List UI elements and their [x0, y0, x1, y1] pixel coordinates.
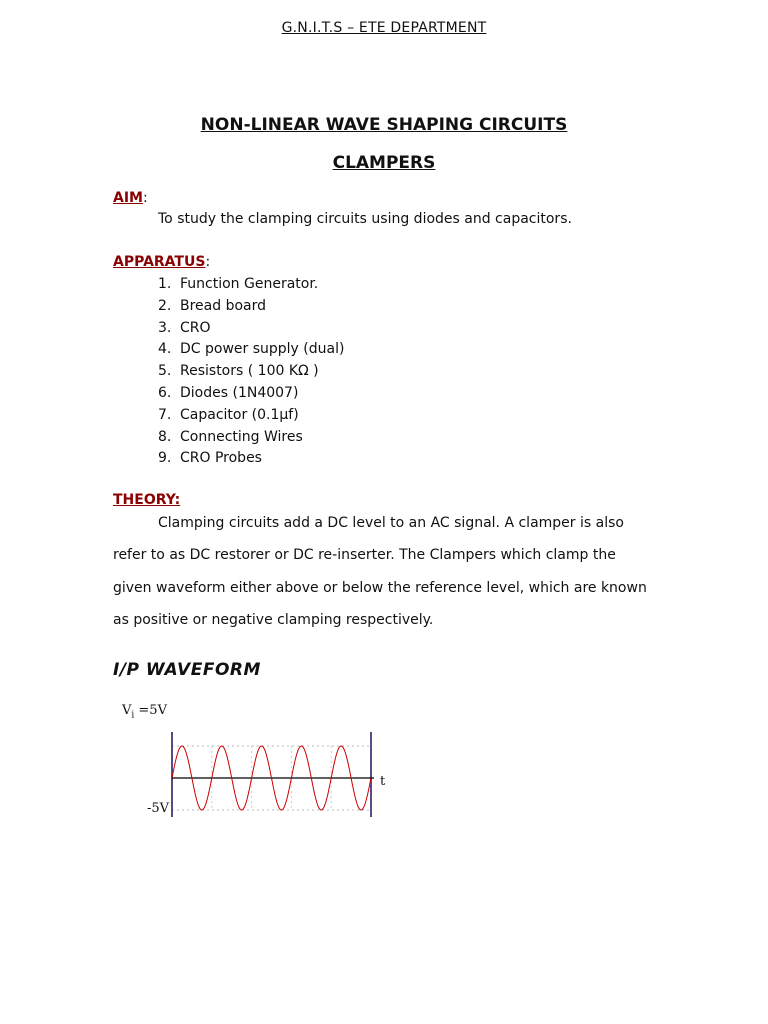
theory-line-2: refer to as DC restorer or DC re-inserter. The Clampers which clamp the: [113, 547, 616, 563]
vi-label-main: V: [122, 703, 132, 718]
apparatus-item-number: 5.: [158, 363, 172, 380]
apparatus-item-number: 3.: [158, 319, 172, 336]
document-subtitle: CLAMPERS: [332, 153, 436, 173]
theory-label-text: THEORY:: [113, 492, 181, 508]
vi-label-rest: =5V: [134, 703, 167, 718]
apparatus-item: [158, 363, 344, 385]
apparatus-item-text: Capacitor (0.1µf): [180, 406, 299, 423]
apparatus-item: [158, 341, 344, 363]
apparatus-item: [158, 407, 344, 429]
apparatus-item-number: 9.: [158, 450, 172, 467]
apparatus-item-number: 7.: [158, 406, 172, 423]
apparatus-item-text: Function Generator.: [180, 276, 319, 292]
theory-label: [113, 492, 180, 508]
theory-line-4: as positive or negative clamping respectively.: [113, 612, 434, 628]
apparatus-item-number: 6.: [158, 384, 172, 401]
apparatus-item-text: CRO: [180, 319, 211, 336]
apparatus-item-number: 1.: [158, 276, 172, 292]
aim-label-text: AIM: [113, 190, 143, 206]
input-waveform-graph: [168, 730, 378, 820]
vi-label-sub: i: [131, 710, 135, 721]
waveform-title: I/P WAVEFORM: [113, 660, 261, 680]
page-header: G.N.I.T.S – ETE DEPARTMENT: [281, 20, 487, 36]
apparatus-item-number: 4.: [158, 341, 172, 358]
apparatus-label-text: APPARATUS: [113, 254, 206, 270]
apparatus-item-text: DC power supply (dual): [180, 341, 345, 358]
apparatus-label: APPARATUS:: [113, 254, 211, 270]
apparatus-item-text: Bread board: [180, 297, 267, 314]
apparatus-item: [158, 298, 344, 320]
apparatus-item-text: Resistors ( 100 KΩ ): [180, 363, 319, 380]
apparatus-item-text: CRO Probes: [180, 450, 262, 467]
apparatus-item: [158, 450, 344, 472]
vi-label: [122, 703, 167, 721]
aim-text: To study the clamping circuits using diodes and capacitors.: [158, 211, 572, 227]
theory-line-3: given waveform either above or below the reference level, which are known: [113, 580, 647, 596]
apparatus-item-number: 8.: [158, 428, 172, 445]
apparatus-list: [158, 276, 344, 472]
apparatus-item: [158, 320, 344, 342]
document-title: NON-LINEAR WAVE SHAPING CIRCUITS: [200, 115, 568, 135]
apparatus-item-text: Diodes (1N4007): [180, 384, 299, 401]
aim-label: AIM:: [113, 190, 148, 206]
apparatus-item: [158, 276, 344, 298]
apparatus-item: [158, 429, 344, 451]
apparatus-item-number: 2.: [158, 297, 172, 314]
neg-5v-label: -5V: [147, 801, 170, 816]
apparatus-item: [158, 385, 344, 407]
time-axis-label: t: [380, 774, 386, 789]
apparatus-item-text: Connecting Wires: [180, 428, 303, 445]
theory-line-1: Clamping circuits add a DC level to an AC signal. A clamper is also: [158, 515, 624, 531]
